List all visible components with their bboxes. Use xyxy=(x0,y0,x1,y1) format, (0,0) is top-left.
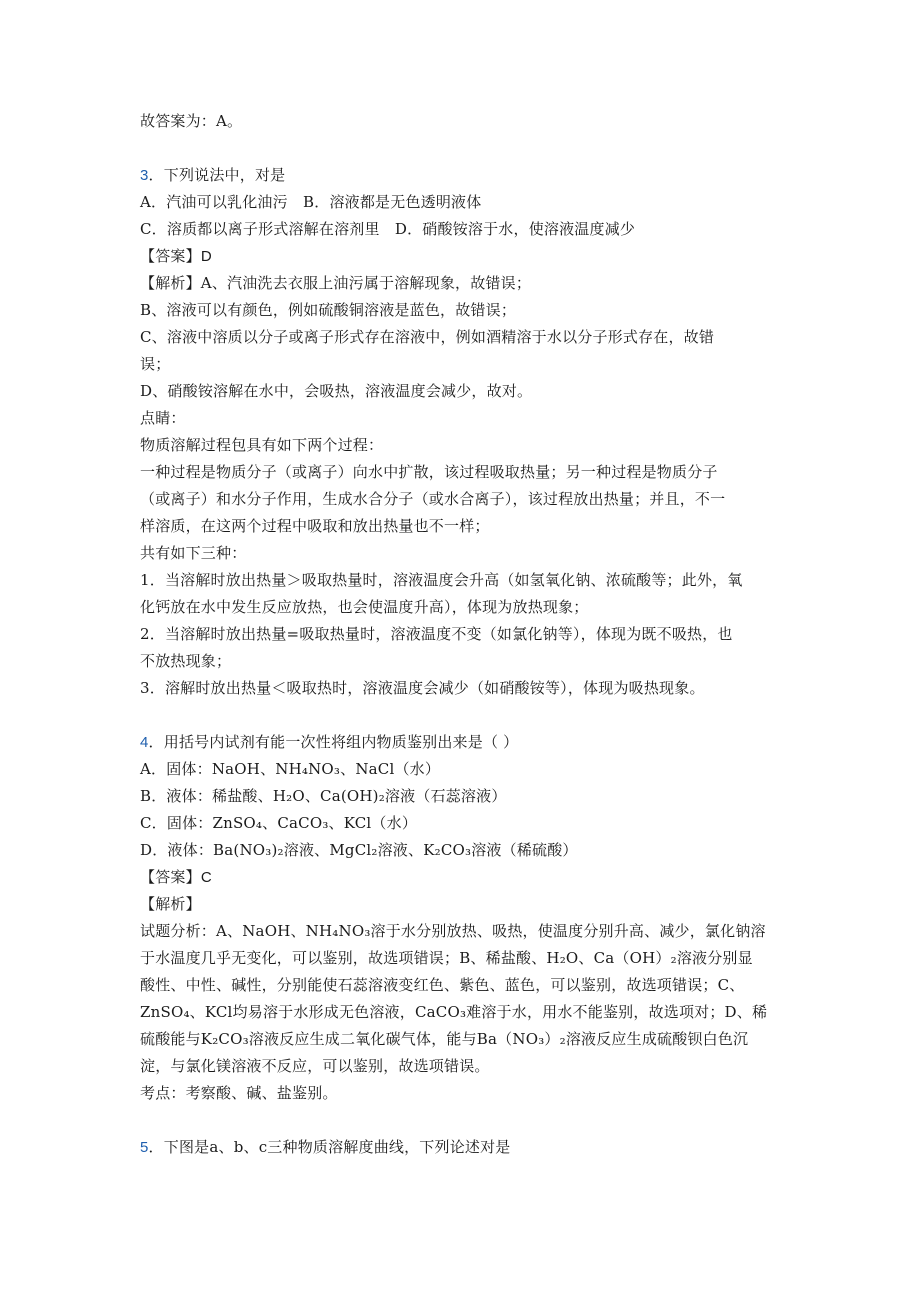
q3-stem: 3．下列说法中，对是 xyxy=(140,166,286,184)
q3-case-2: 2．当溶解时放出热量=吸取热量时，溶液温度不变（如氯化钠等），体现为既不吸热，也 xyxy=(140,625,733,643)
q3-answer: 【答案】D xyxy=(140,247,212,265)
q4-option-d: D．液体：Ba(NO₃)₂溶液、MgCl₂溶液、K₂CO₃溶液（稀硫酸） xyxy=(140,841,578,859)
q4-analysis-5: 硫酸能与K₂CO₃溶液反应生成二氧化碳气体，能与Ba（NO₃）₂溶液反应生成硫酸钡白色沉 xyxy=(140,1030,749,1048)
q4-number: 4 xyxy=(140,734,149,751)
q3-note-title: 点睛： xyxy=(140,409,186,427)
q4-analysis-3: 酸性、中性、碱性，分别能使石蕊溶液变红色、紫色、蓝色，可以鉴别，故选项错误；C、 xyxy=(140,976,745,994)
q4-option-b: B．液体：稀盐酸、H₂O、Ca(OH)₂溶液（石蕊溶液） xyxy=(140,787,507,805)
q4-analysis-6: 淀，与氯化镁溶液不反应，可以鉴别，故选项错误。 xyxy=(140,1057,490,1075)
q4-analysis-4: ZnSO₄、KCl均易溶于水形成无色溶液，CaCO₃难溶于水，用水不能鉴别，故选项对；D、稀 xyxy=(140,1003,768,1021)
q4-option-c: C．固体：ZnSO₄、CaCO₃、KCl（水） xyxy=(140,814,418,832)
document-page xyxy=(140,108,790,1161)
q3-case-2-cont: 不放热现象； xyxy=(140,652,232,670)
q3-case-1: 1．当溶解时放出热量＞吸取热量时，溶液温度会升高（如氢氧化钠、浓硫酸等；此外，氧 xyxy=(140,571,743,589)
q3-case-3: 3．溶解时放出热量＜吸取热时，溶液温度会减少（如硝酸铵等），体现为吸热现象。 xyxy=(140,679,705,697)
q5-stem: 5．下图是a、b、c三种物质溶解度曲线，下列论述对是 xyxy=(140,1138,511,1156)
q3-analysis-c: C、溶液中溶质以分子或离子形式存在溶液中，例如酒精溶于水以分子形式存在，故错 xyxy=(140,328,715,346)
q3-options-cd: C．溶质都以离子形式溶解在溶剂里 D．硝酸铵溶于水，使溶液温度减少 xyxy=(140,220,636,238)
q3-options-ab: A．汽油可以乳化油污 B．溶液都是无色透明液体 xyxy=(140,193,482,211)
q4-analysis-1: 试题分析：A、NaOH、NH₄NO₃溶于水分别放热、吸热，使温度分别升高、减少，氯化钠溶 xyxy=(140,922,766,940)
q3-note-process-2: （或离子）和水分子作用，生成水合分子（或水合离子），该过程放出热量；并且，不一 xyxy=(140,490,726,508)
q4-analysis-label: 【解析】 xyxy=(140,895,201,913)
q4-analysis-2: 于水温度几乎无变化，可以鉴别，故选项错误；B、稀盐酸、H₂O、Ca（OH）₂溶液分别显 xyxy=(140,949,753,967)
q4-kaodian: 考点：考察酸、碱、盐鉴别。 xyxy=(140,1084,338,1102)
q3-note-three-kinds: 共有如下三种： xyxy=(140,544,247,562)
q4-answer: 【答案】C xyxy=(140,868,212,886)
q4-stem: 4．用括号内试剂有能一次性将组内物质鉴别出来是（ ） xyxy=(140,733,519,751)
q3-note-process-1: 一种过程是物质分子（或离子）向水中扩散，该过程吸取热量；另一种过程是物质分子 xyxy=(140,463,718,481)
q4-option-a: A．固体：NaOH、NH₄NO₃、NaCl（水） xyxy=(140,760,441,778)
q3-analysis-b: B、溶液可以有颜色，例如硫酸铜溶液是蓝色，故错误； xyxy=(140,301,517,319)
q3-analysis-c-cont: 误； xyxy=(140,355,171,373)
q3-analysis-a: 【解析】A、汽油洗去衣服上油污属于溶解现象，故错误； xyxy=(140,274,532,292)
q3-number: 3 xyxy=(140,167,149,184)
q3-case-1-cont: 化钙放在水中发生反应放热，也会使温度升高），体现为放热现象； xyxy=(140,598,589,616)
q3-note-process-3: 样溶质，在这两个过程中吸取和放出热量也不一样； xyxy=(140,517,490,535)
previous-answer: 故答案为：A。 xyxy=(140,112,243,130)
q5-number: 5 xyxy=(140,1139,149,1156)
q3-analysis-d: D、硝酸铵溶解在水中，会吸热，溶液温度会减少，故对。 xyxy=(140,382,533,400)
q3-note-intro: 物质溶解过程包具有如下两个过程： xyxy=(140,436,384,454)
